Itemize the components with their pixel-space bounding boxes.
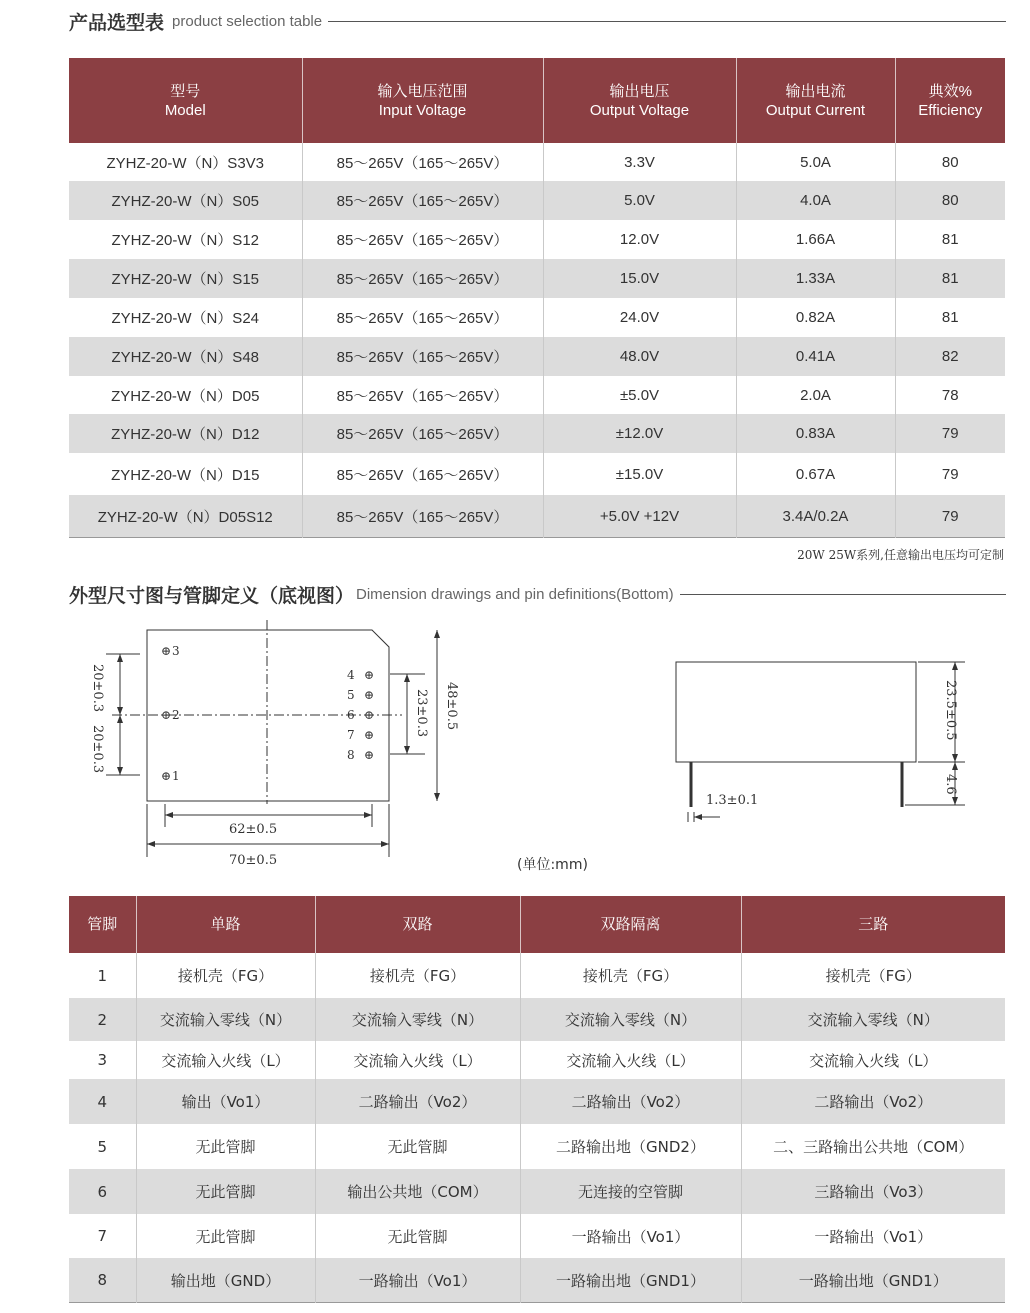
section-title-cn: 外型尺寸图与管脚定义（底视图） [69, 585, 355, 607]
table-cell: 80 [895, 181, 1005, 220]
svg-text:⊕: ⊕ [364, 708, 375, 722]
table-cell: ZYHZ-20-W（N）S48 [69, 337, 302, 376]
dim-pin-x: 62±0.5 [229, 822, 278, 837]
header-cn: 输出电流 [785, 82, 846, 100]
table-cell: 2.0A [736, 376, 895, 414]
table-cell: ZYHZ-20-W（N）S12 [111, 232, 260, 249]
dim-width: 70±0.5 [229, 853, 278, 868]
svg-text:⊕: ⊕ [364, 748, 375, 762]
customization-note: 20W 25W系列,任意输出电压均可定制 [797, 548, 1004, 562]
header-en: Input Voltage [378, 101, 467, 119]
dim-left-upper: 20±0.3 [90, 664, 105, 713]
table-cell: ZYHZ-20-W（N）D15 [111, 466, 260, 484]
pin-label-8: 8 [347, 748, 355, 762]
table-cell: 交流输入零线（N） [315, 998, 520, 1041]
table-row [69, 1258, 1005, 1303]
table-row [69, 998, 1005, 1041]
table-cell: 接机壳（FG） [741, 953, 1005, 998]
table-cell: 一路输出地（GND1） [520, 1258, 741, 1303]
table-cell: 15.0V [543, 259, 736, 298]
table-row [69, 1041, 1005, 1079]
table-cell: ZYHZ-20-W（N）D05 [111, 387, 260, 405]
table-cell: 0.82A [736, 298, 895, 337]
unit-label: (单位:mm) [517, 857, 588, 873]
table-cell: 1.66A [736, 220, 895, 259]
table-cell: ±5.0V [543, 376, 736, 414]
table-cell: 二路输出（Vo2） [741, 1079, 1005, 1124]
table-cell: 5 [97, 1137, 108, 1156]
table-cell: 6 [69, 1169, 136, 1214]
side-height: 23.5±0.5 [943, 680, 958, 741]
table-cell: 接机壳（FG） [520, 953, 741, 998]
table-cell: 4 [69, 1079, 136, 1124]
table-cell: 85～265V（165～265V） [302, 495, 543, 538]
svg-text:⊕: ⊕ [364, 728, 375, 742]
table-cell: 85～265V（165～265V） [302, 181, 543, 220]
table-cell: 4.0A [736, 181, 895, 220]
header-en: Output Current [765, 101, 866, 119]
table-cell: 接机壳（FG） [315, 953, 520, 998]
table-cell: ZYHZ-20-W（N）D05S12 [69, 495, 302, 538]
section-title-en: Dimension drawings and pin definitions(Bottom) [356, 586, 674, 603]
dim-height: 48±0.5 [444, 682, 459, 731]
svg-text:⊕: ⊕ [161, 708, 172, 722]
col-header-pin: 管脚 [69, 896, 136, 953]
header-en: Model [164, 101, 206, 119]
table-cell: 79 [895, 495, 1005, 538]
table-cell: 3.3V [543, 143, 736, 181]
table-cell: 0.41A [736, 337, 895, 376]
table-cell: 无此管脚 [315, 1214, 520, 1258]
section-title-en: product selection table [172, 13, 323, 30]
table-cell: ±15.0V [543, 453, 736, 495]
table-cell: 一路输出地（GND1） [741, 1258, 1005, 1303]
header-cn: 输出电压 [609, 82, 670, 100]
svg-text:⊕: ⊕ [364, 668, 375, 682]
table-cell: ±12.0V [543, 414, 736, 453]
col-header-input-voltage [302, 58, 543, 143]
side-pin-len: 4.6 [943, 774, 958, 795]
table-cell: 0.83A [736, 414, 895, 453]
table-row [69, 259, 1005, 298]
table-cell: 85～265V（165～265V） [302, 298, 543, 337]
divider [328, 21, 1006, 22]
table-cell: 79 [895, 414, 1005, 453]
col-header-efficiency [895, 58, 1005, 143]
table-cell: 3 [97, 1051, 108, 1069]
svg-text:⊕: ⊕ [364, 688, 375, 702]
table-row [69, 376, 1005, 414]
table-cell: 48.0V [543, 337, 736, 376]
table-row [69, 298, 1005, 337]
table-cell: 二路输出（Vo2） [520, 1079, 741, 1124]
col-header-dual-isolated: 双路隔离 [520, 896, 741, 953]
table-cell: 一路输出（Vo1） [520, 1214, 741, 1258]
col-header-triple: 三路 [741, 896, 1005, 953]
dimension-drawing [0, 612, 1030, 892]
table-cell: ZYHZ-20-W（N）S24 [111, 310, 260, 327]
table-row [69, 143, 1005, 181]
dim-pin-span: 23±0.3 [414, 689, 429, 738]
table-row [69, 1214, 1005, 1258]
table-cell: 85～265V（165～265V） [302, 376, 543, 414]
table-cell: 81 [895, 259, 1005, 298]
table-row [69, 1169, 1005, 1214]
table-cell: 输出地（GND） [136, 1258, 315, 1303]
pin-label-6: 6 [347, 708, 355, 722]
table-row [69, 337, 1005, 376]
table-cell: 交流输入零线（N） [520, 998, 741, 1041]
col-header-model [69, 58, 302, 143]
pin-label-3: 3 [172, 644, 180, 658]
table-cell: 12.0V [543, 220, 736, 259]
table-cell: 85～265V（165～265V） [302, 453, 543, 495]
table-cell: 无此管脚 [136, 1124, 315, 1169]
divider [680, 594, 1006, 595]
table-row [69, 495, 1005, 538]
table-cell: 0.67A [736, 453, 895, 495]
table-cell: 二、三路输出公共地（COM） [741, 1124, 1005, 1169]
svg-text:⊕: ⊕ [161, 769, 172, 783]
col-header-output-voltage [543, 58, 736, 143]
table-cell: 无此管脚 [315, 1124, 520, 1169]
table-cell: 无此管脚 [136, 1214, 315, 1258]
table-cell: 85～265V（165～265V） [302, 414, 543, 453]
table-cell: ZYHZ-20-W（N）S3V3 [106, 154, 265, 172]
col-header-dual: 双路 [315, 896, 520, 953]
table-cell: 78 [895, 376, 1005, 414]
table-row [69, 953, 1005, 998]
table-cell: 85～265V（165～265V） [302, 143, 543, 181]
col-header-single: 单路 [136, 896, 315, 953]
table-cell: 1 [97, 966, 108, 985]
pin-label-1: 1 [172, 769, 180, 783]
table-cell: 交流输入火线（L） [315, 1041, 520, 1079]
side-pin-dia: 1.3±0.1 [706, 793, 759, 808]
table-cell: 交流输入火线（L） [520, 1041, 741, 1079]
table-cell: ZYHZ-20-W（N）S05 [69, 181, 302, 220]
table-cell: 8 [69, 1258, 136, 1303]
table-cell: 一路输出（Vo1） [741, 1214, 1005, 1258]
table-cell: 3.4A/0.2A [736, 495, 895, 538]
table-cell: ZYHZ-20-W（N）D12 [69, 414, 302, 453]
module-side-view [676, 662, 916, 762]
section-header-dimensions [69, 581, 1006, 608]
table-cell: 85～265V（165～265V） [302, 220, 543, 259]
header-cn: 型号 [170, 82, 201, 100]
table-cell: 交流输入火线（L） [136, 1041, 315, 1079]
header-cn: 输入电压范围 [377, 82, 468, 100]
table-row [69, 414, 1005, 453]
table-cell: 85～265V（165～265V） [302, 259, 543, 298]
table-row [69, 453, 1005, 495]
table-cell: 无此管脚 [136, 1169, 315, 1214]
table-row [69, 181, 1005, 220]
table-cell: 输出公共地（COM） [315, 1169, 520, 1214]
pin-label-2: 2 [172, 708, 180, 722]
header-en: Output Voltage [589, 101, 690, 119]
pin-definition-table [69, 896, 1005, 1303]
table-cell: 无连接的空管脚 [520, 1169, 741, 1214]
table-cell: 81 [895, 298, 1005, 337]
table-cell: 24.0V [543, 298, 736, 337]
header-cn: 典效% [928, 82, 972, 100]
product-selection-table [69, 58, 1005, 538]
table-row [69, 220, 1005, 259]
col-header-output-current [736, 58, 895, 143]
table-cell: +5.0V +12V [543, 495, 736, 538]
table-cell: 2 [69, 998, 136, 1041]
table-cell: 一路输出（Vo1） [315, 1258, 520, 1303]
table-cell: 7 [97, 1227, 108, 1245]
table-cell: 交流输入零线（N） [136, 998, 315, 1041]
table-cell: 82 [895, 337, 1005, 376]
section-title-cn: 产品选型表 [69, 12, 165, 34]
table-header-row [69, 58, 1005, 143]
table-row [69, 1079, 1005, 1124]
section-header-selection [69, 8, 1006, 35]
table-cell: 交流输入零线（N） [741, 998, 1005, 1041]
table-cell: 80 [895, 143, 1005, 181]
table-cell: 交流输入火线（L） [741, 1041, 1005, 1079]
table-row [69, 1124, 1005, 1169]
table-cell: 5.0V [543, 181, 736, 220]
pin-label-7: 7 [347, 728, 355, 742]
pin-label-5: 5 [347, 688, 355, 702]
table-cell: 输出（Vo1） [136, 1079, 315, 1124]
dim-left-lower: 20±0.3 [90, 725, 105, 774]
table-cell: 三路输出（Vo3） [741, 1169, 1005, 1214]
table-cell: 1.33A [736, 259, 895, 298]
table-cell: 5.0A [736, 143, 895, 181]
table-cell: ZYHZ-20-W（N）S15 [69, 259, 302, 298]
table-cell: 二路输出地（GND2） [520, 1124, 741, 1169]
table-cell: 85～265V（165～265V） [302, 337, 543, 376]
svg-text:⊕: ⊕ [161, 644, 172, 658]
table-cell: 79 [895, 453, 1005, 495]
table-cell: 接机壳（FG） [136, 953, 315, 998]
table-cell: 二路输出（Vo2） [315, 1079, 520, 1124]
header-en: Efficiency [918, 101, 983, 119]
pin-label-4: 4 [347, 668, 355, 682]
table-header-row [69, 896, 1005, 953]
table-cell: 81 [895, 220, 1005, 259]
